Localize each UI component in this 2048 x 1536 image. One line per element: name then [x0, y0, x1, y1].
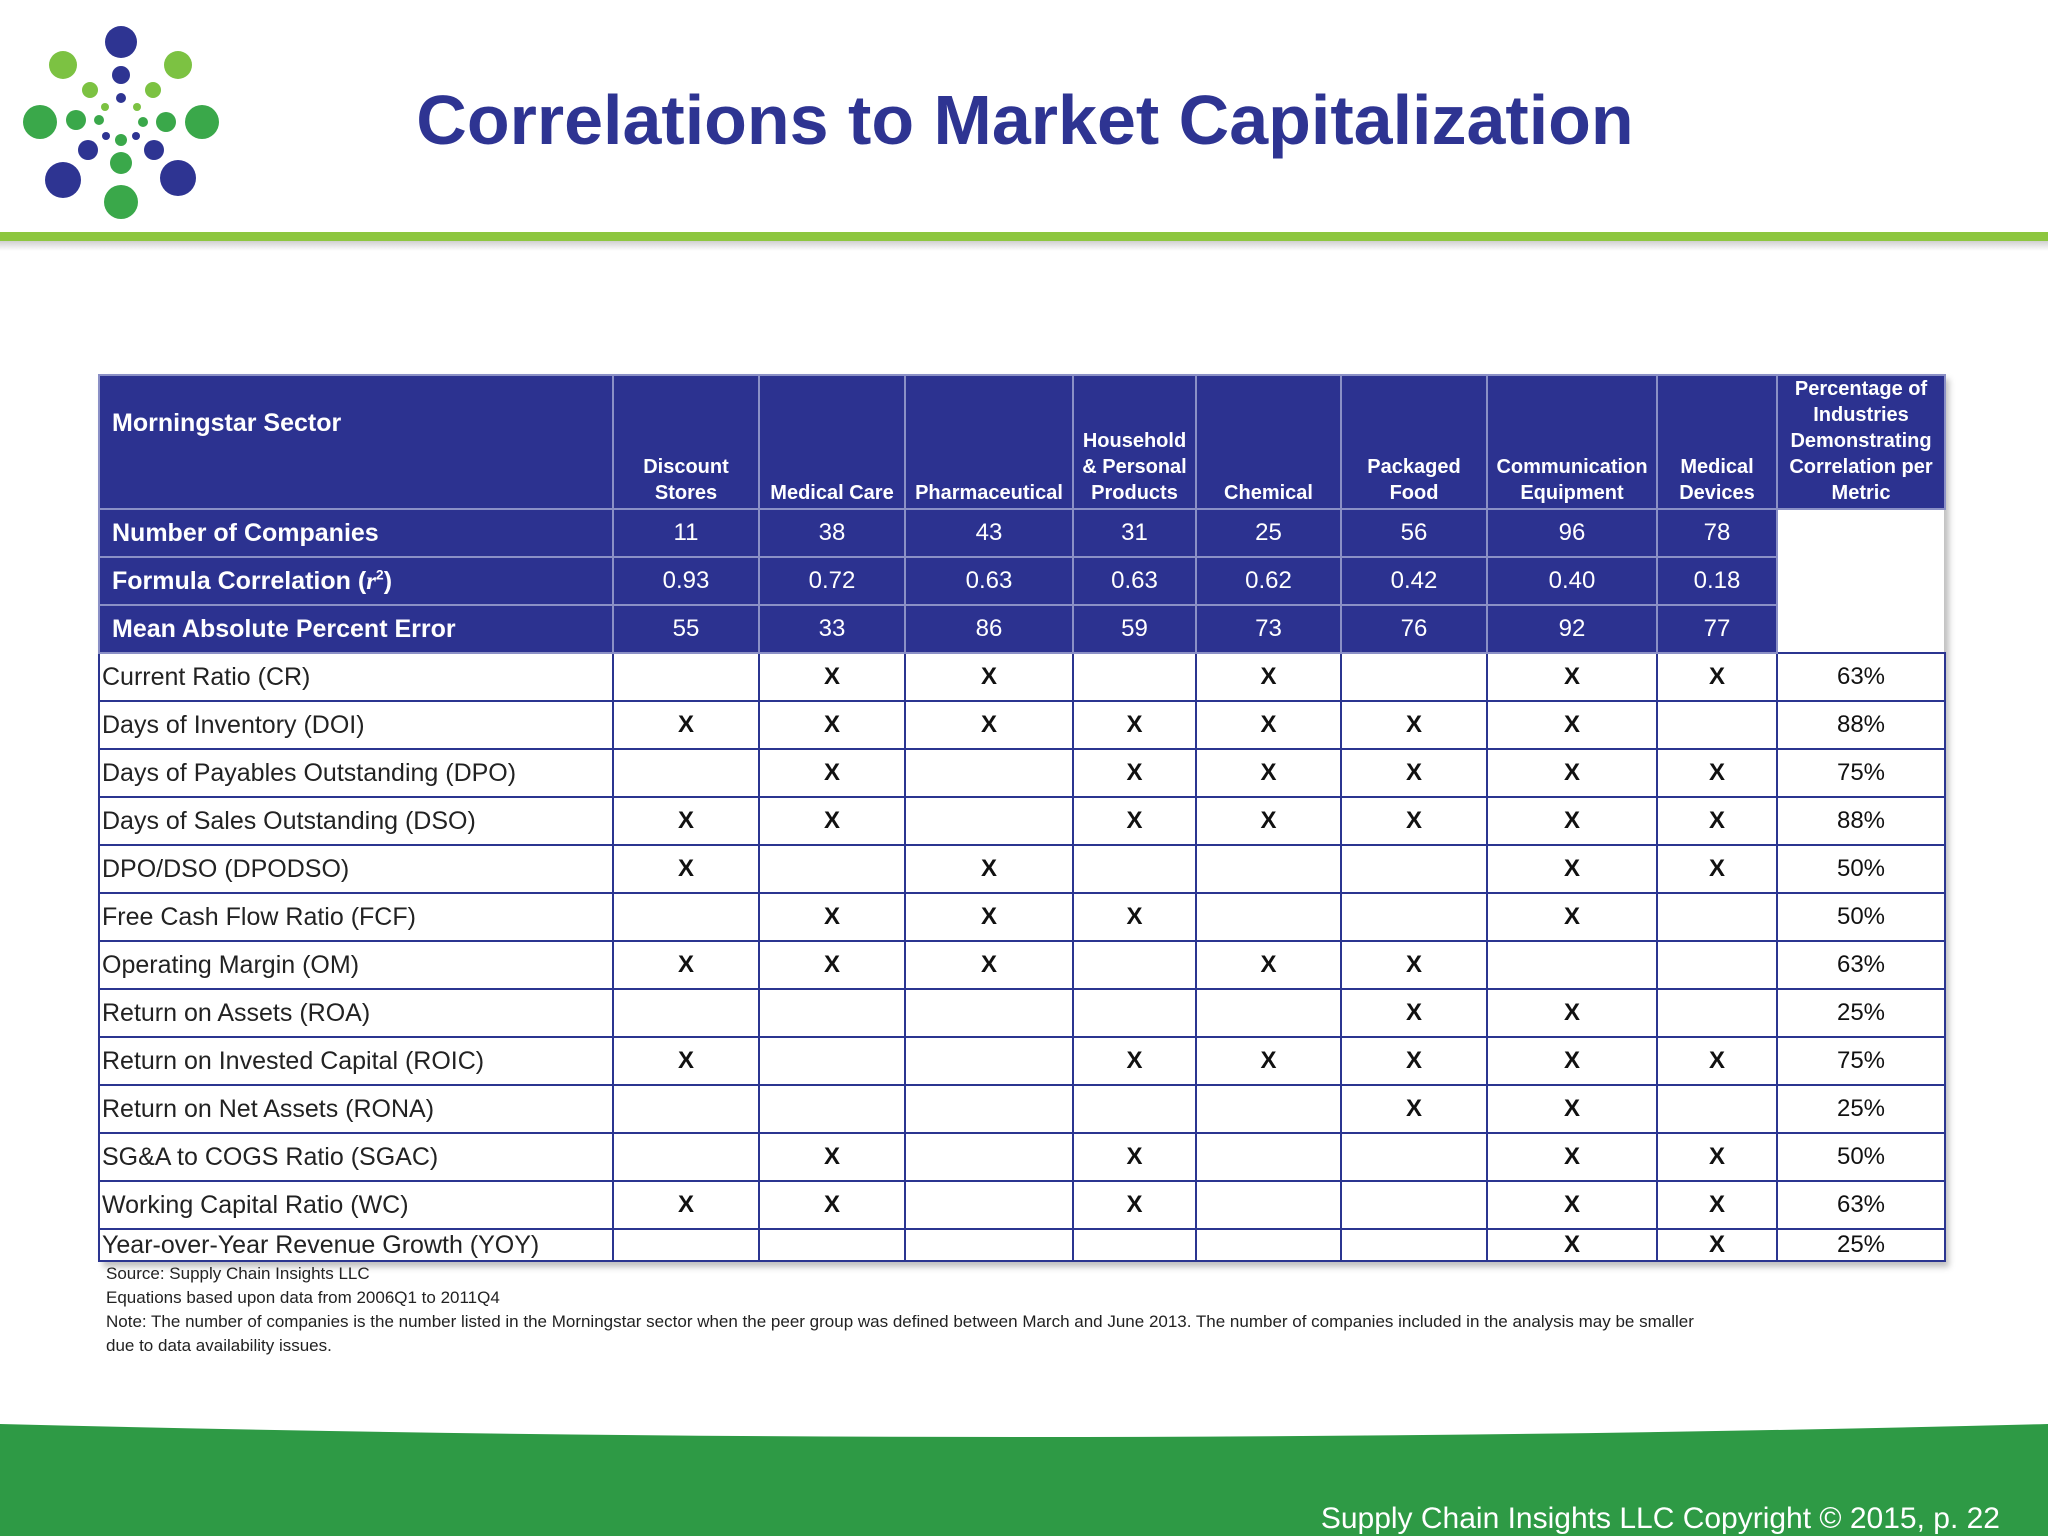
metric-percentage: 50% — [1777, 893, 1945, 941]
table-notes — [106, 1262, 1946, 1358]
correlation-mark: X — [1487, 701, 1657, 749]
num-companies-cell: 56 — [1341, 509, 1487, 557]
metric-name: Return on Net Assets (RONA) — [99, 1085, 613, 1133]
correlation-mark: X — [1073, 749, 1196, 797]
logo-dot — [115, 134, 127, 146]
correlation-mark — [1196, 1229, 1341, 1261]
metric-row — [99, 1037, 1945, 1085]
metric-name: Free Cash Flow Ratio (FCF) — [99, 893, 613, 941]
logo-dot — [116, 93, 126, 103]
correlation-mark: X — [1657, 845, 1777, 893]
logo-dot — [112, 66, 130, 84]
correlation-mark: X — [905, 701, 1073, 749]
metric-name: Year-over-Year Revenue Growth (YOY) — [99, 1229, 613, 1261]
correlation-mark: X — [759, 1181, 905, 1229]
correlation-mark — [1073, 941, 1196, 989]
correlation-mark — [905, 1181, 1073, 1229]
logo-dot — [66, 110, 86, 130]
correlation-mark — [1073, 653, 1196, 701]
correlation-cell: 0.72 — [759, 557, 905, 605]
correlation-mark: X — [1487, 1037, 1657, 1085]
correlation-mark — [1073, 1085, 1196, 1133]
metric-row — [99, 1181, 1945, 1229]
sector-header: Discount Stores — [613, 375, 759, 509]
correlation-mark — [613, 749, 759, 797]
metric-percentage: 75% — [1777, 749, 1945, 797]
logo-dot — [49, 51, 77, 79]
logo-dot — [102, 132, 110, 140]
correlation-cell: 0.62 — [1196, 557, 1341, 605]
correlation-mark — [905, 797, 1073, 845]
metric-row — [99, 1085, 1945, 1133]
logo-dot — [132, 132, 140, 140]
correlation-mark — [1196, 1133, 1341, 1181]
logo-dot — [110, 152, 132, 174]
correlation-mark: X — [613, 797, 759, 845]
companies-note-continued: due to data availability issues. — [106, 1336, 332, 1355]
logo-dot — [94, 115, 104, 125]
correlation-cell: 0.63 — [1073, 557, 1196, 605]
correlation-mark — [1196, 845, 1341, 893]
correlation-mark — [613, 989, 759, 1037]
correlation-mark: X — [1487, 749, 1657, 797]
metric-percentage: 25% — [1777, 1085, 1945, 1133]
correlation-mark: X — [1073, 701, 1196, 749]
source-note: Source: Supply Chain Insights LLC — [106, 1264, 370, 1283]
num-companies-cell: 96 — [1487, 509, 1657, 557]
correlation-mark: X — [1341, 749, 1487, 797]
correlation-mark: X — [1657, 1229, 1777, 1261]
correlation-mark: X — [1341, 701, 1487, 749]
correlation-mark — [1341, 1133, 1487, 1181]
metric-name: Days of Inventory (DOI) — [99, 701, 613, 749]
correlation-mark: X — [1341, 989, 1487, 1037]
correlation-mark — [1196, 1181, 1341, 1229]
correlation-mark — [759, 1229, 905, 1261]
correlation-mark — [759, 989, 905, 1037]
metric-percentage: 25% — [1777, 989, 1945, 1037]
company-logo — [18, 20, 224, 226]
correlation-mark: X — [1196, 797, 1341, 845]
correlation-cell: 0.40 — [1487, 557, 1657, 605]
metric-percentage: 50% — [1777, 845, 1945, 893]
sector-header: Packaged Food — [1341, 375, 1487, 509]
correlation-mark: X — [1073, 797, 1196, 845]
metric-percentage: 88% — [1777, 797, 1945, 845]
correlation-mark: X — [1341, 941, 1487, 989]
correlation-mark — [759, 1037, 905, 1085]
correlation-mark — [613, 1085, 759, 1133]
correlation-mark: X — [1487, 1229, 1657, 1261]
correlation-cell: 0.63 — [905, 557, 1073, 605]
mape-cell: 33 — [759, 605, 905, 653]
correlation-mark — [905, 1133, 1073, 1181]
sector-header: Household & Personal Products — [1073, 375, 1196, 509]
mape-cell: 77 — [1657, 605, 1777, 653]
logo-dot — [164, 51, 192, 79]
footer-copyright: Supply Chain Insights LLC Copyright © 2015, p. 22 — [1320, 1502, 2000, 1535]
correlation-mark: X — [613, 1181, 759, 1229]
correlation-mark: X — [1487, 893, 1657, 941]
correlation-mark — [1073, 989, 1196, 1037]
correlation-mark — [1073, 845, 1196, 893]
header-rule — [0, 232, 2048, 241]
sector-header: Pharmaceutical — [905, 375, 1073, 509]
correlation-mark: X — [613, 845, 759, 893]
mape-cell: 73 — [1196, 605, 1341, 653]
correlation-mark: X — [759, 701, 905, 749]
correlation-mark: X — [1196, 1037, 1341, 1085]
correlation-mark — [613, 1229, 759, 1261]
correlation-mark — [613, 893, 759, 941]
correlation-mark: X — [1073, 893, 1196, 941]
metric-percentage: 63% — [1777, 1181, 1945, 1229]
percentage-header: Percentage of Industries Demonstrating Correlation per Metric — [1777, 375, 1945, 509]
metric-row — [99, 989, 1945, 1037]
correlation-mark: X — [1487, 653, 1657, 701]
mape-cell: 92 — [1487, 605, 1657, 653]
correlation-mark — [1341, 1229, 1487, 1261]
metric-percentage: 75% — [1777, 1037, 1945, 1085]
metric-row — [99, 1229, 1945, 1261]
correlation-mark: X — [1657, 1181, 1777, 1229]
correlation-mark: X — [1341, 1085, 1487, 1133]
metric-name: Return on Invested Capital (ROIC) — [99, 1037, 613, 1085]
correlation-mark: X — [1487, 989, 1657, 1037]
logo-dot — [138, 117, 148, 127]
correlation-mark: X — [1341, 797, 1487, 845]
correlation-mark: X — [1196, 701, 1341, 749]
correlation-mark: X — [613, 941, 759, 989]
logo-dot — [45, 162, 81, 198]
correlation-mark — [1657, 989, 1777, 1037]
metric-row — [99, 893, 1945, 941]
sector-header: Medical Care — [759, 375, 905, 509]
metric-row — [99, 845, 1945, 893]
metric-name: DPO/DSO (DPODSO) — [99, 845, 613, 893]
correlation-cell: 0.42 — [1341, 557, 1487, 605]
correlation-mark: X — [1657, 1037, 1777, 1085]
correlation-mark: X — [1487, 1181, 1657, 1229]
correlation-mark: X — [1657, 749, 1777, 797]
num-companies-cell: 31 — [1073, 509, 1196, 557]
correlation-table — [98, 374, 1946, 1262]
metric-row — [99, 797, 1945, 845]
num-companies-cell: 38 — [759, 509, 905, 557]
correlation-mark — [1196, 989, 1341, 1037]
logo-dot — [23, 105, 57, 139]
correlation-mark — [1196, 1085, 1341, 1133]
correlation-mark: X — [1487, 797, 1657, 845]
num-companies-cell: 11 — [613, 509, 759, 557]
mape-cell: 55 — [613, 605, 759, 653]
correlation-mark — [905, 1085, 1073, 1133]
correlation-mark: X — [1073, 1133, 1196, 1181]
logo-dot — [101, 103, 109, 111]
sector-header: Chemical — [1196, 375, 1341, 509]
correlation-mark: X — [759, 1133, 905, 1181]
num-companies-cell: 43 — [905, 509, 1073, 557]
correlation-mark — [1487, 941, 1657, 989]
correlation-mark: X — [905, 845, 1073, 893]
correlation-mark: X — [905, 653, 1073, 701]
correlation-mark — [905, 1037, 1073, 1085]
logo-dot — [185, 105, 219, 139]
mape-cell: 76 — [1341, 605, 1487, 653]
metric-name: SG&A to COGS Ratio (SGAC) — [99, 1133, 613, 1181]
logo-dot — [105, 26, 137, 58]
formula-correlation-label: Formula Correlation $(r^2)$ — [99, 557, 613, 605]
metric-percentage: 63% — [1777, 653, 1945, 701]
metric-name: Operating Margin (OM) — [99, 941, 613, 989]
slide-title: Correlations to Market Capitalization — [416, 81, 1634, 159]
metric-row — [99, 701, 1945, 749]
correlation-mark — [1657, 941, 1777, 989]
correlation-cell: 0.93 — [613, 557, 759, 605]
correlation-cell: 0.18 — [1657, 557, 1777, 605]
logo-dot — [156, 112, 176, 132]
correlation-mark — [613, 653, 759, 701]
correlation-table-wrapper — [98, 374, 1944, 1262]
correlation-mark: X — [1657, 1133, 1777, 1181]
sector-header: Medical Devices — [1657, 375, 1777, 509]
correlation-mark: X — [613, 1037, 759, 1085]
correlation-mark: X — [1487, 845, 1657, 893]
correlation-mark — [1341, 1181, 1487, 1229]
metric-row — [99, 749, 1945, 797]
correlation-mark — [905, 749, 1073, 797]
correlation-mark — [1073, 1229, 1196, 1261]
correlation-mark: X — [1196, 749, 1341, 797]
logo-dot — [82, 82, 98, 98]
corner-header: Morningstar Sector — [99, 375, 613, 509]
correlation-mark — [905, 989, 1073, 1037]
correlation-mark: X — [759, 893, 905, 941]
metric-name: Current Ratio (CR) — [99, 653, 613, 701]
logo-dot — [104, 185, 138, 219]
correlation-mark — [759, 1085, 905, 1133]
correlation-mark — [1341, 653, 1487, 701]
metric-percentage: 63% — [1777, 941, 1945, 989]
correlation-mark — [1196, 893, 1341, 941]
correlation-mark — [1657, 701, 1777, 749]
correlation-mark: X — [759, 797, 905, 845]
correlation-mark: X — [759, 653, 905, 701]
num-companies-cell: 78 — [1657, 509, 1777, 557]
correlation-mark — [1341, 845, 1487, 893]
correlation-mark: X — [1657, 653, 1777, 701]
correlation-mark: X — [905, 893, 1073, 941]
sector-header: Communication Equipment — [1487, 375, 1657, 509]
correlation-mark — [1341, 893, 1487, 941]
metric-row — [99, 1133, 1945, 1181]
correlation-mark — [1657, 893, 1777, 941]
logo-dot — [144, 140, 164, 160]
correlation-mark: X — [1657, 797, 1777, 845]
metric-row — [99, 653, 1945, 701]
correlation-mark: X — [1073, 1037, 1196, 1085]
equations-note: Equations based upon data from 2006Q1 to 2011Q4 — [106, 1288, 500, 1307]
metric-name: Days of Sales Outstanding (DSO) — [99, 797, 613, 845]
correlation-mark: X — [1487, 1133, 1657, 1181]
metric-name: Days of Payables Outstanding (DPO) — [99, 749, 613, 797]
header-shadow — [0, 241, 2048, 251]
mape-label: Mean Absolute Percent Error — [99, 605, 613, 653]
num-companies-label: Number of Companies — [99, 509, 613, 557]
mape-cell: 59 — [1073, 605, 1196, 653]
correlation-mark: X — [1487, 1085, 1657, 1133]
correlation-mark: X — [1196, 653, 1341, 701]
correlation-mark: X — [759, 941, 905, 989]
metric-percentage: 25% — [1777, 1229, 1945, 1261]
logo-dot — [133, 103, 141, 111]
companies-note: Note: The number of companies is the number listed in the Morningstar sector when the peer group was defined between March and June 2013. The number of companies included in the analysis may be smaller — [106, 1312, 1694, 1331]
correlation-mark: X — [759, 749, 905, 797]
correlation-mark: X — [1073, 1181, 1196, 1229]
num-companies-cell: 25 — [1196, 509, 1341, 557]
logo-dot — [160, 160, 196, 196]
metric-name: Working Capital Ratio (WC) — [99, 1181, 613, 1229]
metric-percentage: 50% — [1777, 1133, 1945, 1181]
logo-dot — [145, 82, 161, 98]
correlation-mark: X — [905, 941, 1073, 989]
mape-cell: 86 — [905, 605, 1073, 653]
logo-dot — [78, 140, 98, 160]
metric-row — [99, 941, 1945, 989]
correlation-mark: X — [1196, 941, 1341, 989]
correlation-mark — [759, 845, 905, 893]
correlation-mark — [1657, 1085, 1777, 1133]
correlation-mark: X — [1341, 1037, 1487, 1085]
correlation-mark — [905, 1229, 1073, 1261]
metric-name: Return on Assets (ROA) — [99, 989, 613, 1037]
correlation-mark — [613, 1133, 759, 1181]
correlation-mark: X — [613, 701, 759, 749]
metric-percentage: 88% — [1777, 701, 1945, 749]
